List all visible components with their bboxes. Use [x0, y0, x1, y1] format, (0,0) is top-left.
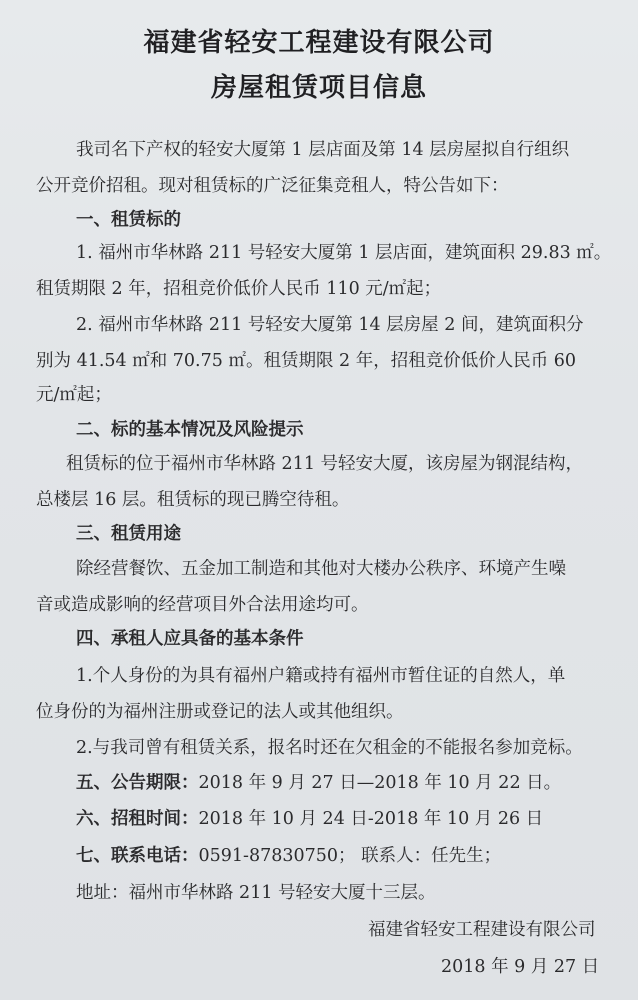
section-4-heading: 四、承租人应具备的基本条件	[76, 629, 304, 649]
section-1-item-1-line-2: 租赁期限 2 年，招租竞价低价人民币 110 元/㎡起；	[36, 279, 442, 299]
document-title: 福建省轻安工程建设有限公司	[143, 28, 495, 58]
signature-company: 福建省轻安工程建设有限公司	[368, 920, 596, 940]
intro-line-1: 我司名下产权的轻安大厦第 1 层店面及第 14 层房屋拟自行组织	[76, 140, 570, 160]
section-6-label: 六、招租时间：	[76, 809, 199, 829]
section-2-line-1: 租赁标的位于福州市华林路 211 号轻安大厦，该房屋为钢混结构，	[66, 454, 584, 474]
section-2-line-2: 总楼层 16 层。租赁标的现已腾空待租。	[36, 490, 350, 510]
section-7-row	[76, 844, 501, 868]
section-3-line-1: 除经营餐饮、五金加工制造和其他对大楼办公秩序、环境产生噪	[76, 559, 566, 579]
section-5-value: 2018 年 9 月 27 日—2018 年 10 月 22 日。	[198, 773, 562, 793]
section-6-row	[76, 807, 543, 831]
section-1-item-2-line-2: 别为 41.54 ㎡和 70.75 ㎡。租赁期限 2 年，招租竞价低价人民币 60	[36, 351, 577, 371]
section-7-value: 0591-87830750； 联系人：任先生；	[198, 846, 502, 866]
section-4-item-1-line-2: 位身份的为福州注册或登记的法人或其他组织。	[36, 702, 404, 722]
section-4-item-2: 2.与我司曾有租赁关系，报名时还在欠租金的不能报名参加竞标。	[76, 738, 583, 758]
section-1-item-1-line-1: 1. 福州市华林路 211 号轻安大厦第 1 层店面，建筑面积 29.83 ㎡。	[76, 243, 612, 263]
section-1-heading: 一、租赁标的	[76, 210, 181, 230]
section-3-heading: 三、租赁用途	[76, 524, 181, 544]
section-6-value: 2018 年 10 月 24 日-2018 年 10 月 26 日	[198, 809, 544, 829]
address-row	[76, 881, 436, 905]
section-2-heading: 二、标的基本情况及风险提示	[76, 420, 304, 440]
document-subtitle: 房屋租赁项目信息	[210, 73, 427, 103]
signature-date: 2018 年 9 月 27 日	[441, 957, 600, 977]
section-4-item-1-line-1: 1.个人身份的为具有福州户籍或持有福州市暂住证的自然人，单	[76, 666, 566, 686]
address-label: 地址：	[76, 883, 129, 903]
section-3-line-2: 音或造成影响的经营项目外合法用途均可。	[36, 595, 369, 615]
section-1-item-2-line-3: 元/㎡起；	[36, 385, 112, 405]
section-1-item-2-line-1: 2. 福州市华林路 211 号轻安大厦第 14 层房屋 2 间，建筑面积分	[76, 315, 584, 335]
section-7-label: 七、联系电话：	[76, 846, 199, 866]
section-5-label: 五、公告期限：	[76, 773, 199, 793]
address-value: 福州市华林路 211 号轻安大厦十三层。	[128, 883, 436, 903]
intro-line-2: 公开竞价招租。现对租赁标的广泛征集竞租人，特公告如下：	[36, 176, 509, 196]
section-5-row	[76, 771, 561, 795]
